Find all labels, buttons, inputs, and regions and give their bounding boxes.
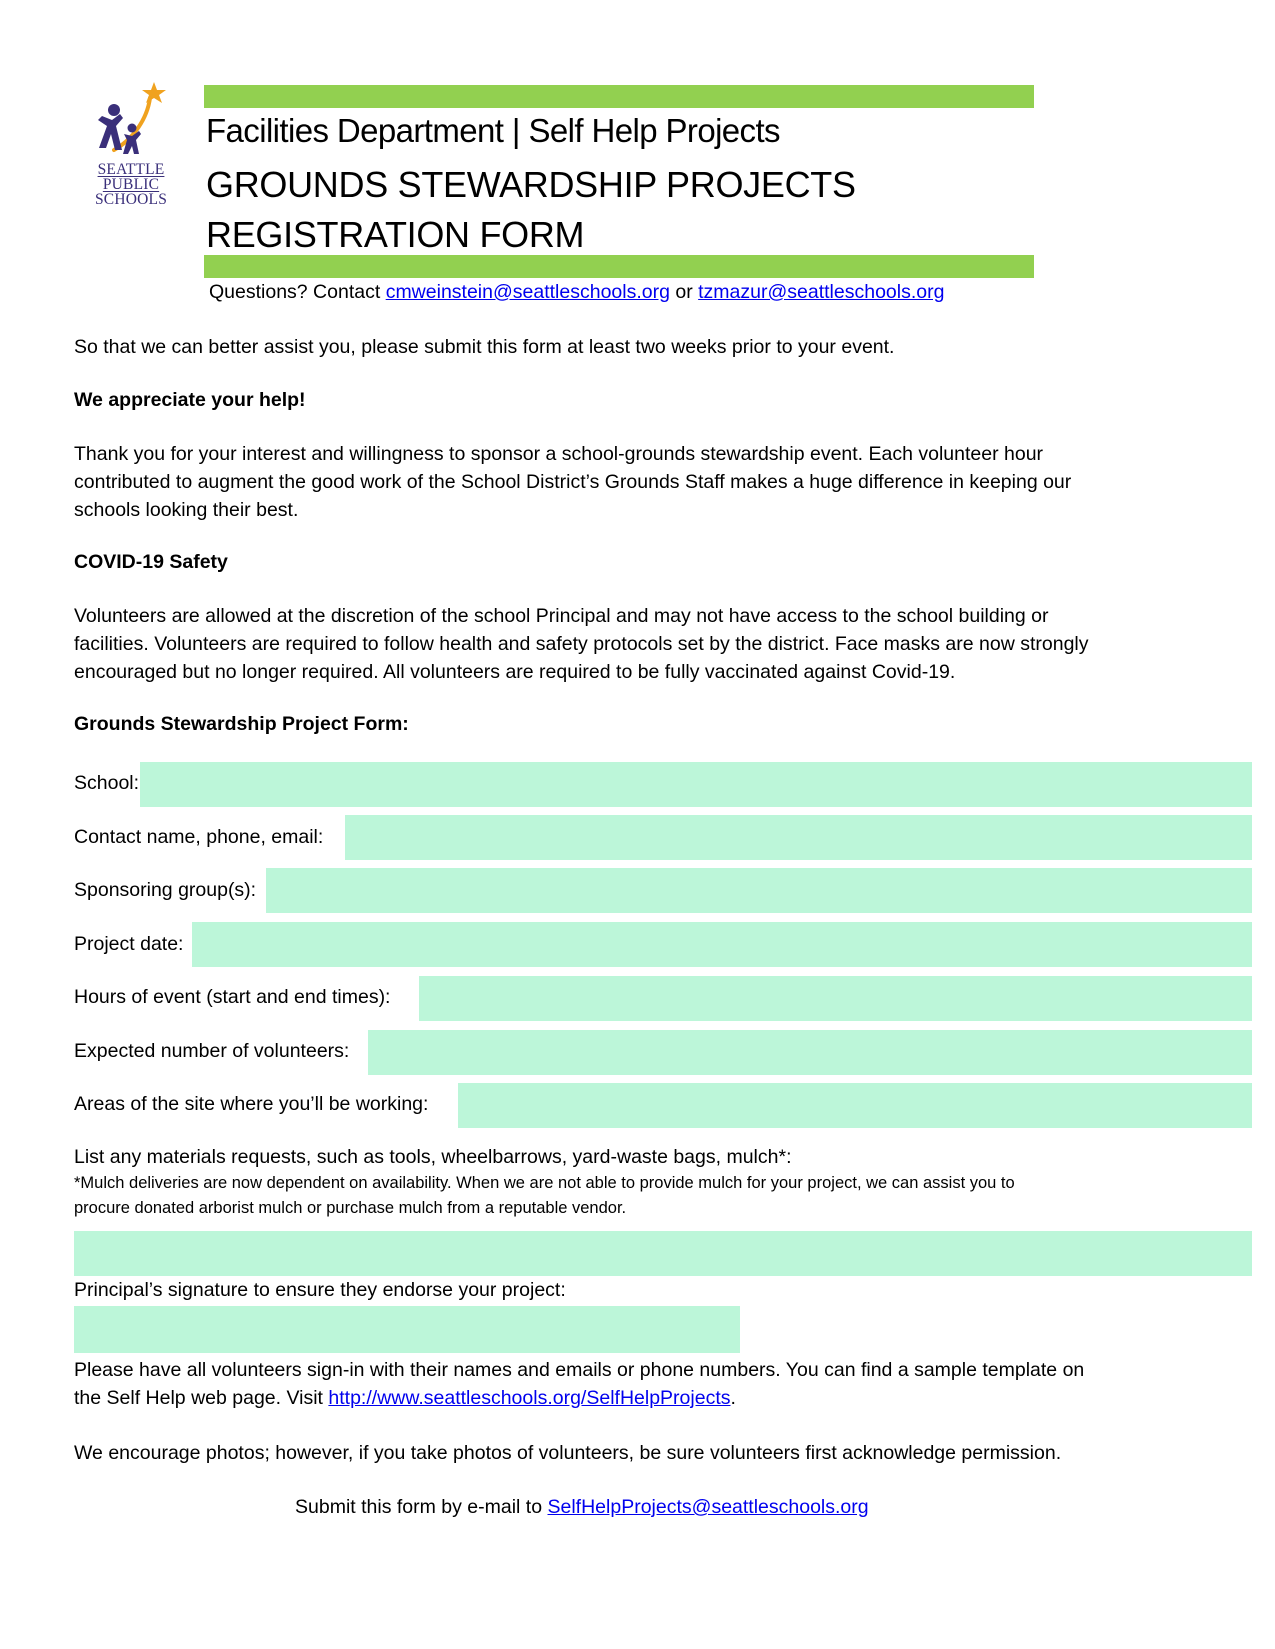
signin-visit-text: the Self Help web page. Visit (74, 1387, 323, 1409)
signin-period: . (730, 1387, 736, 1409)
covid-line: encouraged but no longer required. All volunteers are required to be fully vaccinated against Covid-19. (74, 661, 956, 683)
form-title-line-2: REGISTRATION FORM (206, 214, 585, 255)
contact-or: or (675, 281, 693, 303)
submit-instruction (295, 1493, 869, 1521)
header-accent-bar-top (204, 85, 1034, 108)
header-accent-bar-bottom (204, 255, 1034, 278)
school-label: School: (74, 772, 140, 794)
photos-note: We encourage photos; however, if you take photos of volunteers, be sure volunteers first acknowledge permission. (74, 1442, 1062, 1464)
form-title-line-1: GROUNDS STEWARDSHIP PROJECTS (206, 164, 856, 205)
materials-input[interactable] (74, 1231, 1252, 1276)
signature-label: Principal’s signature to ensure they endorse your project: (74, 1279, 566, 1301)
covid-line: facilities. Volunteers are required to follow health and safety protocols set by the district. Face masks are now strongly (74, 633, 1089, 655)
contact-input[interactable] (345, 815, 1252, 860)
signin-line-1: Please have all volunteers sign-in with their names and emails or phone numbers. You can find a sample template on (74, 1359, 1085, 1381)
volunteers-label: Expected number of volunteers: (74, 1040, 350, 1062)
self-help-web-link[interactable]: http://www.seattleschools.org/SelfHelpProjects (328, 1387, 731, 1409)
contact-email-link-2[interactable]: tzmazur@seattleschools.org (698, 281, 945, 303)
logo-line-schools: SCHOOLS (94, 191, 168, 208)
school-input[interactable] (140, 762, 1252, 807)
sponsoring-group-label: Sponsoring group(s): (74, 879, 257, 901)
thanks-line: Thank you for your interest and willingness to sponsor a school-grounds stewardship event. Each volunteer hour (74, 443, 1044, 465)
principal-signature-input[interactable] (74, 1306, 740, 1353)
site-areas-label: Areas of the site where you’ll be working: (74, 1093, 429, 1115)
mulch-note-line: procure donated arborist mulch or purchase mulch from a reputable vendor. (74, 1199, 627, 1217)
mulch-note-line: *Mulch deliveries are now dependent on availability. When we are not able to provide mulch for your project, we can assist you to (74, 1174, 1015, 1192)
hours-input[interactable] (419, 976, 1252, 1021)
logo-line-seattle: SEATTLE (97, 161, 165, 178)
questions-contact (209, 278, 944, 306)
thanks-line: contributed to augment the good work of the School District’s Grounds Staff makes a huge difference in keeping our (74, 471, 1072, 493)
site-areas-input[interactable] (458, 1083, 1252, 1128)
thanks-paragraph (74, 440, 1071, 524)
form-heading: Grounds Stewardship Project Form: (74, 713, 409, 735)
covid-line: Volunteers are allowed at the discretion of the school Principal and may not have access to the school building or (74, 605, 1049, 627)
appreciate-heading: We appreciate your help! (74, 389, 306, 411)
materials-label: List any materials requests, such as tools, wheelbarrows, yard-waste bags, mulch*: (74, 1146, 792, 1168)
sponsoring-group-input[interactable] (266, 868, 1252, 913)
contact-prefix: Questions? Contact (209, 281, 381, 303)
mulch-note (74, 1171, 1015, 1221)
covid-paragraph (74, 602, 1089, 686)
contact-label: Contact name, phone, email: (74, 826, 324, 848)
submit-prefix: Submit this form by e-mail to (295, 1496, 543, 1518)
department-title: Facilities Department | Self Help Projects (206, 112, 780, 149)
logo-wordmark (92, 162, 170, 207)
seattle-public-schools-logo (92, 80, 170, 210)
volunteers-input[interactable] (368, 1030, 1252, 1075)
school-figures-star-icon (92, 80, 170, 160)
signin-line-2 (74, 1384, 1084, 1412)
project-date-label: Project date: (74, 933, 184, 955)
form-title (206, 160, 856, 260)
covid-heading: COVID-19 Safety (74, 551, 228, 573)
signin-paragraph (74, 1356, 1084, 1412)
submit-email-link[interactable]: SelfHelpProjects@seattleschools.org (547, 1496, 869, 1518)
submit-note: So that we can better assist you, please submit this form at least two weeks prior to your event. (74, 336, 895, 358)
hours-label: Hours of event (start and end times): (74, 986, 391, 1008)
project-date-input[interactable] (192, 922, 1252, 967)
logo-line-public: PUBLIC (102, 176, 160, 193)
contact-email-link-1[interactable]: cmweinstein@seattleschools.org (385, 281, 670, 303)
thanks-line: schools looking their best. (74, 499, 299, 521)
